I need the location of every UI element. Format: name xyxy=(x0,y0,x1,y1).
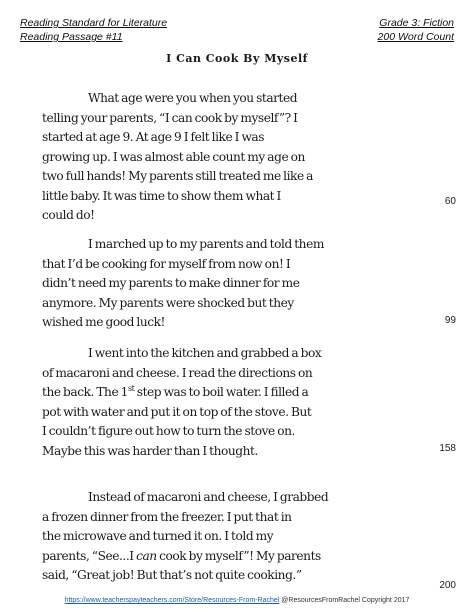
running-word-count: 200 xyxy=(439,580,456,591)
passage-title: I Can Cook By Myself xyxy=(166,52,308,65)
text-segment: step was to boil water. I filled a xyxy=(134,385,309,399)
running-word-count: 99 xyxy=(444,315,456,326)
paragraph-4 xyxy=(42,488,440,586)
passage-number-label: Reading Passage #11 xyxy=(20,31,123,43)
paragraph-2 xyxy=(42,235,440,333)
store-link[interactable]: https://www.teacherspayteachers.com/Store/Resources-From-Rachel xyxy=(64,597,280,604)
paragraph-line xyxy=(42,383,440,403)
paragraph-line: didn’t need my parents to make dinner for me xyxy=(42,276,300,290)
paragraph-line: could do! xyxy=(42,208,95,222)
paragraph-line: wished me good luck! xyxy=(42,315,165,329)
paragraph-line xyxy=(42,547,440,567)
text-segment: the back. The 1 xyxy=(42,385,128,399)
footer xyxy=(0,597,474,604)
paragraph-3 xyxy=(42,344,440,461)
paragraph-line: What age were you when you started xyxy=(88,91,298,105)
word-count-label: 200 Word Count xyxy=(377,31,454,43)
paragraph-line: pot with water and put it on top of the stove. But xyxy=(42,404,312,419)
paragraph-line: I marched up to my parents and told them xyxy=(88,237,324,251)
paragraph-line: a frozen dinner from the freezer. I put that in xyxy=(42,509,292,524)
paragraph-line: growing up. I was almost able count my age on xyxy=(42,149,305,164)
ordinal-suffix: st xyxy=(127,383,135,393)
paragraph-line: that I’d be cooking for myself from now on! I xyxy=(42,256,291,271)
text-segment: parents, “See...I xyxy=(42,548,137,563)
emphasized-word: can xyxy=(136,548,157,563)
paragraph-line: two full hands! My parents still treated me like a xyxy=(42,169,313,183)
paragraph-line: telling your parents, “I can cook by myself”? I xyxy=(42,110,298,125)
text-segment: cook by myself”! My parents xyxy=(156,548,321,563)
reading-standard-label: Reading Standard for Literature xyxy=(20,17,168,29)
paragraph-1 xyxy=(42,89,440,226)
paragraph-line: anymore. My parents were shocked but they xyxy=(42,295,294,310)
paragraph-line: of macaroni and cheese. I read the directions on xyxy=(42,365,313,380)
paragraph-line: Instead of macaroni and cheese, I grabbed xyxy=(88,490,329,504)
running-word-count: 60 xyxy=(444,196,456,207)
paragraph-line: said, “Great job! But that’s not quite cooking.” xyxy=(42,568,302,582)
paragraph-line: I went into the kitchen and grabbed a box xyxy=(88,346,322,360)
paragraph-line: I couldn’t figure out how to turn the stove on. xyxy=(42,424,295,438)
paragraph-line: Maybe this was harder than I thought. xyxy=(42,443,258,458)
grade-label: Grade 3: Fiction xyxy=(379,17,454,29)
running-word-count: 158 xyxy=(439,443,456,454)
paragraph-line: the microwave and turned it on. I told my xyxy=(42,529,274,543)
paragraph-line: started at age 9. At age 9 I felt like I was xyxy=(42,130,265,144)
copyright-text: @ResourcesFromRachel Copyright 2017 xyxy=(279,597,410,604)
paragraph-line: little baby. It was time to show them what I xyxy=(42,188,281,203)
